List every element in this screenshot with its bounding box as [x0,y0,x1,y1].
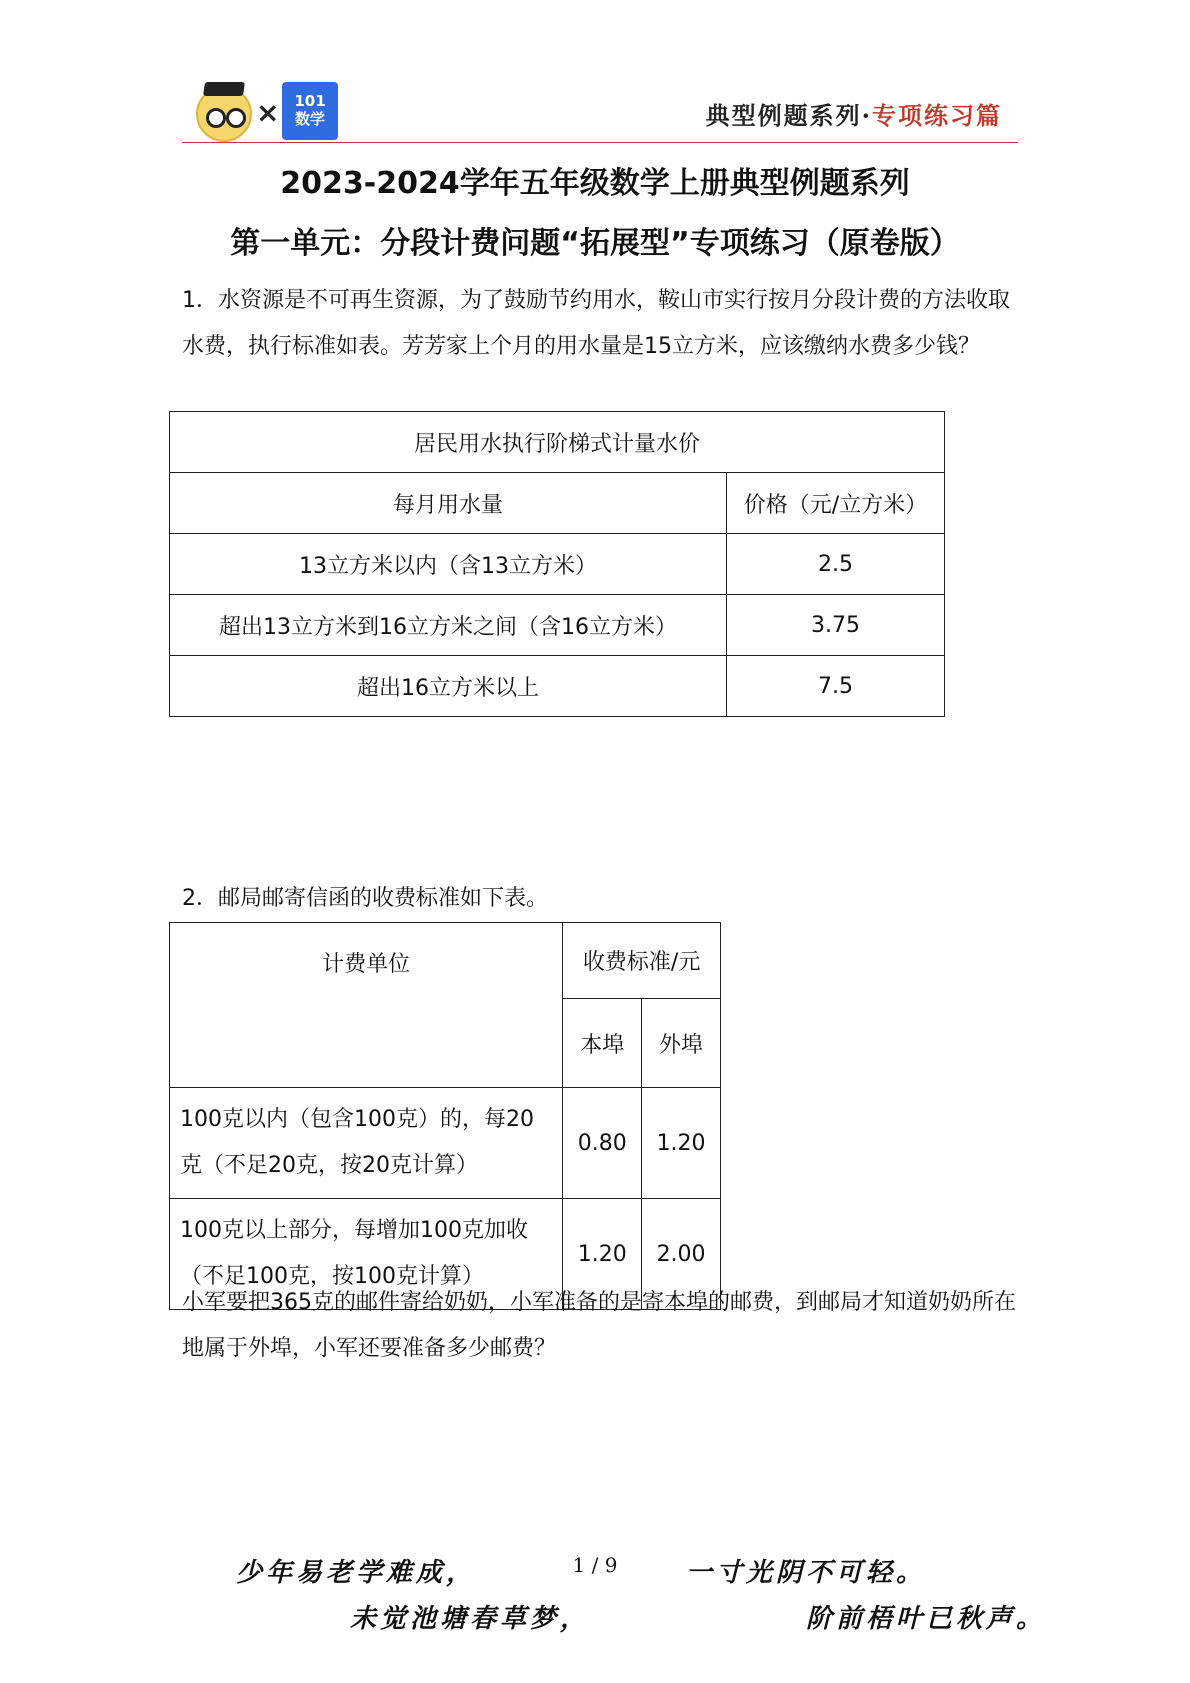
poem-line-2: 一寸光阴不可轻。 [686,1558,927,1588]
header-remote: 外埠 [642,999,721,1088]
math-101-badge [282,82,338,140]
header-series-title [706,96,1002,131]
owl-eye-left [206,108,226,128]
owl-mascot-icon [196,86,252,142]
question-2-text: 小军要把365克的邮件寄给奶奶，小军准备的是寄本埠的邮费，到邮局才知道奶奶所在地属于外埠，小军还要准备多少邮费？ [182,1290,1016,1361]
table-row [170,656,945,717]
price-cell: 3.75 [727,595,945,656]
price-cell: 7.5 [727,656,945,717]
table-row [170,595,945,656]
table-header-row [170,473,945,534]
header-billing-unit: 计费单位 [170,923,563,1088]
question-1-text: 1．水资源是不可再生资源，为了鼓励节约用水，鞍山市实行按月分段计费的方法收取水费，执行标准如表。芳芳家上个月的用水量是15立方米，应该缴纳水费多少钱？ [182,288,1010,359]
graduation-cap-icon [203,82,245,96]
price-cell: 2.5 [727,534,945,595]
usage-cell: 13立方米以内（含13立方米） [170,534,727,595]
logo-times-sign: × [256,96,280,129]
header-title-part2: 专项练习篇 [872,101,1002,130]
header-price: 价格（元/立方米） [727,473,945,534]
water-price-table [169,411,945,717]
header-fee-standard: 收费标准/元 [563,923,721,999]
badge-line2: 数学 [294,110,325,128]
remote-fee-cell: 2.00 [642,1199,721,1310]
table-header-row [170,923,721,999]
usage-cell: 超出13立方米到16立方米之间（含16立方米） [170,595,727,656]
header-divider [182,142,1018,143]
postage-table [169,922,721,1310]
billing-unit-cell: 100克以内（包含100克）的，每20克（不足20克，按20克计算） [170,1088,563,1199]
table-row [170,534,945,595]
document-subtitle: 第一单元：分段计费问题“拓展型”专项练习（原卷版） [230,226,960,261]
header-title-part1: 典型例题系列· [705,101,872,130]
poem-line-1: 少年易老学难成， [236,1558,477,1588]
poem-line-4: 阶前梧叶已秋声。 [806,1604,1047,1634]
water-table-caption: 居民用水执行阶梯式计量水价 [170,412,945,473]
owl-eye-right [226,108,246,128]
local-fee-cell: 0.80 [563,1088,642,1199]
page-number: 1 / 9 [572,1553,618,1577]
billing-unit-cell: 100克以上部分，每增加100克加收（不足100克，按100克计算） [170,1199,563,1310]
poem-line-3: 未觉池塘春草梦， [350,1604,591,1634]
document-title: 2023-2024学年五年级数学上册典型例题系列 [280,166,910,201]
local-fee-cell: 1.20 [563,1199,642,1310]
question-2-intro: 2．邮局邮寄信函的收费标准如下表。 [182,886,548,911]
remote-fee-cell: 1.20 [642,1088,721,1199]
badge-line1: 101 [294,92,326,110]
table-caption-row [170,412,945,473]
logo [196,82,356,144]
usage-cell: 超出16立方米以上 [170,656,727,717]
header-local: 本埠 [563,999,642,1088]
table-row [170,1088,721,1199]
header-monthly-usage: 每月用水量 [170,473,727,534]
